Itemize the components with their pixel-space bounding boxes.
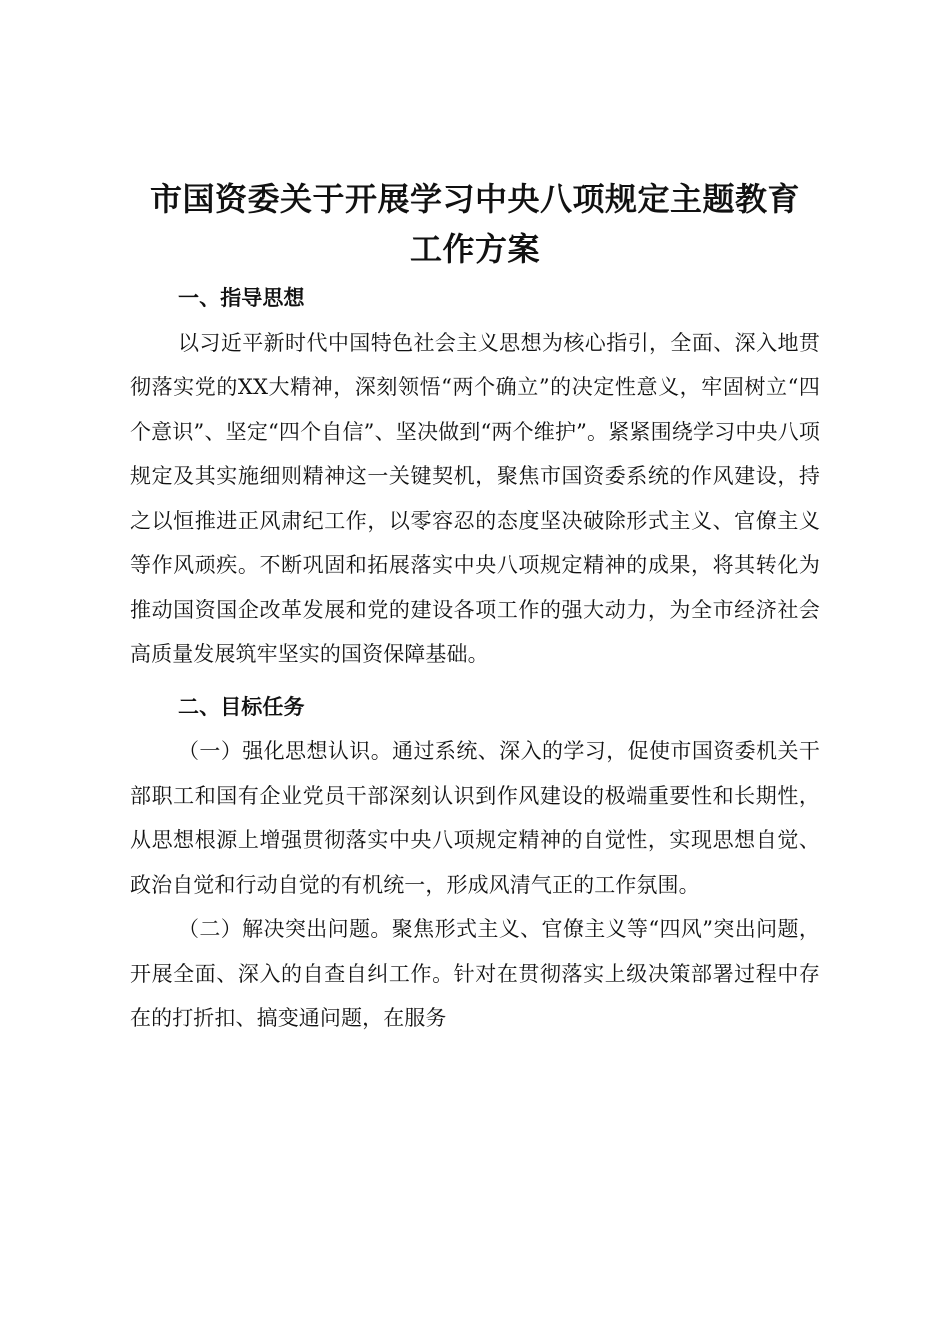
title-line-2: 工作方案	[409, 230, 540, 268]
paragraph-solve-problems: （二）解决突出问题。聚焦形式主义、官僚主义等“四风”突出问题，开展全面、深入的自查自纠工作。针对在贯彻落实上级决策部署过程中存在的打折扣、搞变通问题，在服务	[130, 917, 820, 1030]
spacer	[130, 677, 820, 685]
section-heading-guiding-ideology: 一、指导思想	[178, 286, 305, 310]
document-body	[130, 276, 820, 1041]
paragraph-guiding-ideology: 以习近平新时代中国特色社会主义思想为核心指引，全面、深入地贯彻落实党的XX大精神，深刻领悟“两个确立”的决定性意义，牢固树立“四个意识”、坚定“四个自信”、坚决做到“两个维护”。紧紧围绕学习中央八项规定及其实施细则精神这一关键契机，聚焦市国资委系统的作风建设，持之以恒推进正风肃纪工作，以零容忍的态度坚决破除形式主义、官僚主义等作风顽疾。不断巩固和拓展落实中央八项规定精神的成果，将其转化为推动国资国企改革发展和党的建设各项工作的强大动力，为全市经济社会高质量发展筑牢坚实的国资保障基础。	[130, 330, 820, 666]
section-heading-goals-tasks: 二、目标任务	[178, 694, 305, 719]
title-line-1: 市国资委关于开展学习中央八项规定主题教育	[149, 180, 800, 218]
paragraph-strengthen-understanding: （一）强化思想认识。通过系统、深入的学习，促使市国资委机关干部职工和国有企业党员干部深刻认识到作风建设的极端重要性和长期性，从思想根源上增强贯彻落实中央八项规定精神的自觉性，实现思想自觉、政治自觉和行动自觉的有机统一，形成风清气正的工作氛围。	[130, 739, 820, 897]
document-title	[120, 174, 830, 274]
